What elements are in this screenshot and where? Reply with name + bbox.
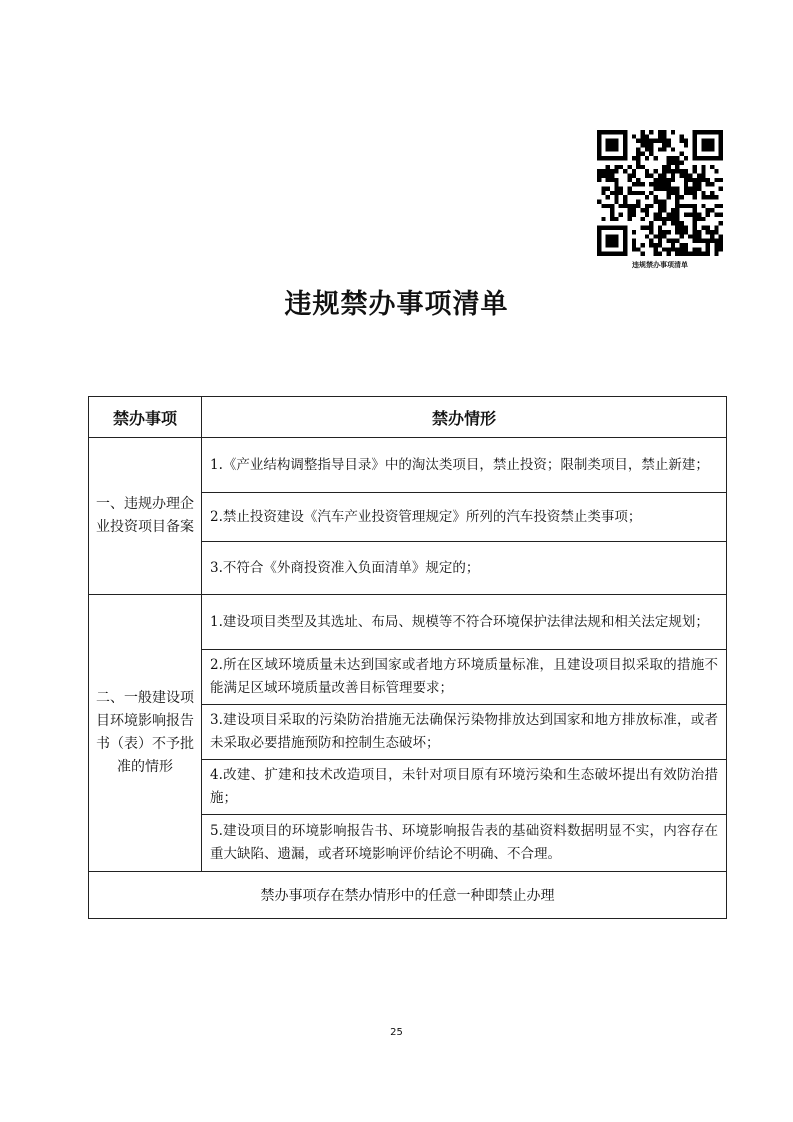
page-title: 违规禁办事项清单 xyxy=(284,289,509,320)
situation-cell: 1.建设项目类型及其选址、布局、规模等不符合环境保护法律法规和相关法定规划； xyxy=(202,595,727,650)
category-cell: 二、一般建设项目环境影响报告书（表）不予批准的情形 xyxy=(89,595,202,872)
qr-code-block xyxy=(595,130,725,270)
header-prohibited-situation: 禁办情形 xyxy=(202,397,727,438)
situation-cell: 3.不符合《外商投资准入负面清单》规定的； xyxy=(202,542,727,595)
table-row xyxy=(89,595,727,650)
page-number: 25 xyxy=(390,1027,403,1038)
category-cell: 一、违规办理企业投资项目备案 xyxy=(89,438,202,595)
qr-caption: 违规禁办事项清单 xyxy=(632,261,688,269)
header-prohibited-item: 禁办事项 xyxy=(89,397,202,438)
situation-cell: 1.《产业结构调整指导目录》中的淘汰类项目，禁止投资；限制类项目，禁止新建； xyxy=(202,438,727,493)
qr-code-image xyxy=(597,130,723,256)
situation-cell: 4.改建、扩建和技术改造项目，未针对项目原有环境污染和生态破坏提出有效防治措施； xyxy=(202,760,727,815)
situation-cell: 5.建设项目的环境影响报告书、环境影响报告表的基础资料数据明显不实，内容存在重大缺陷、遗漏，或者环境影响评价结论不明确、不合理。 xyxy=(202,815,727,872)
table-header-row xyxy=(89,397,727,438)
table-footer-row xyxy=(89,872,727,919)
situation-cell: 2.所在区域环境质量未达到国家或者地方环境质量标准，且建设项目拟采取的措施不能满足区域环境质量改善目标管理要求； xyxy=(202,650,727,705)
prohibited-items-table xyxy=(88,396,727,919)
situation-cell: 3.建设项目采取的污染防治措施无法确保污染物排放达到国家和地方排放标准，或者未采取必要措施预防和控制生态破坏； xyxy=(202,705,727,760)
footer-note: 禁办事项存在禁办情形中的任意一种即禁止办理 xyxy=(89,872,727,919)
table-row xyxy=(89,438,727,493)
situation-cell: 2.禁止投资建设《汽车产业投资管理规定》所列的汽车投资禁止类事项； xyxy=(202,493,727,542)
